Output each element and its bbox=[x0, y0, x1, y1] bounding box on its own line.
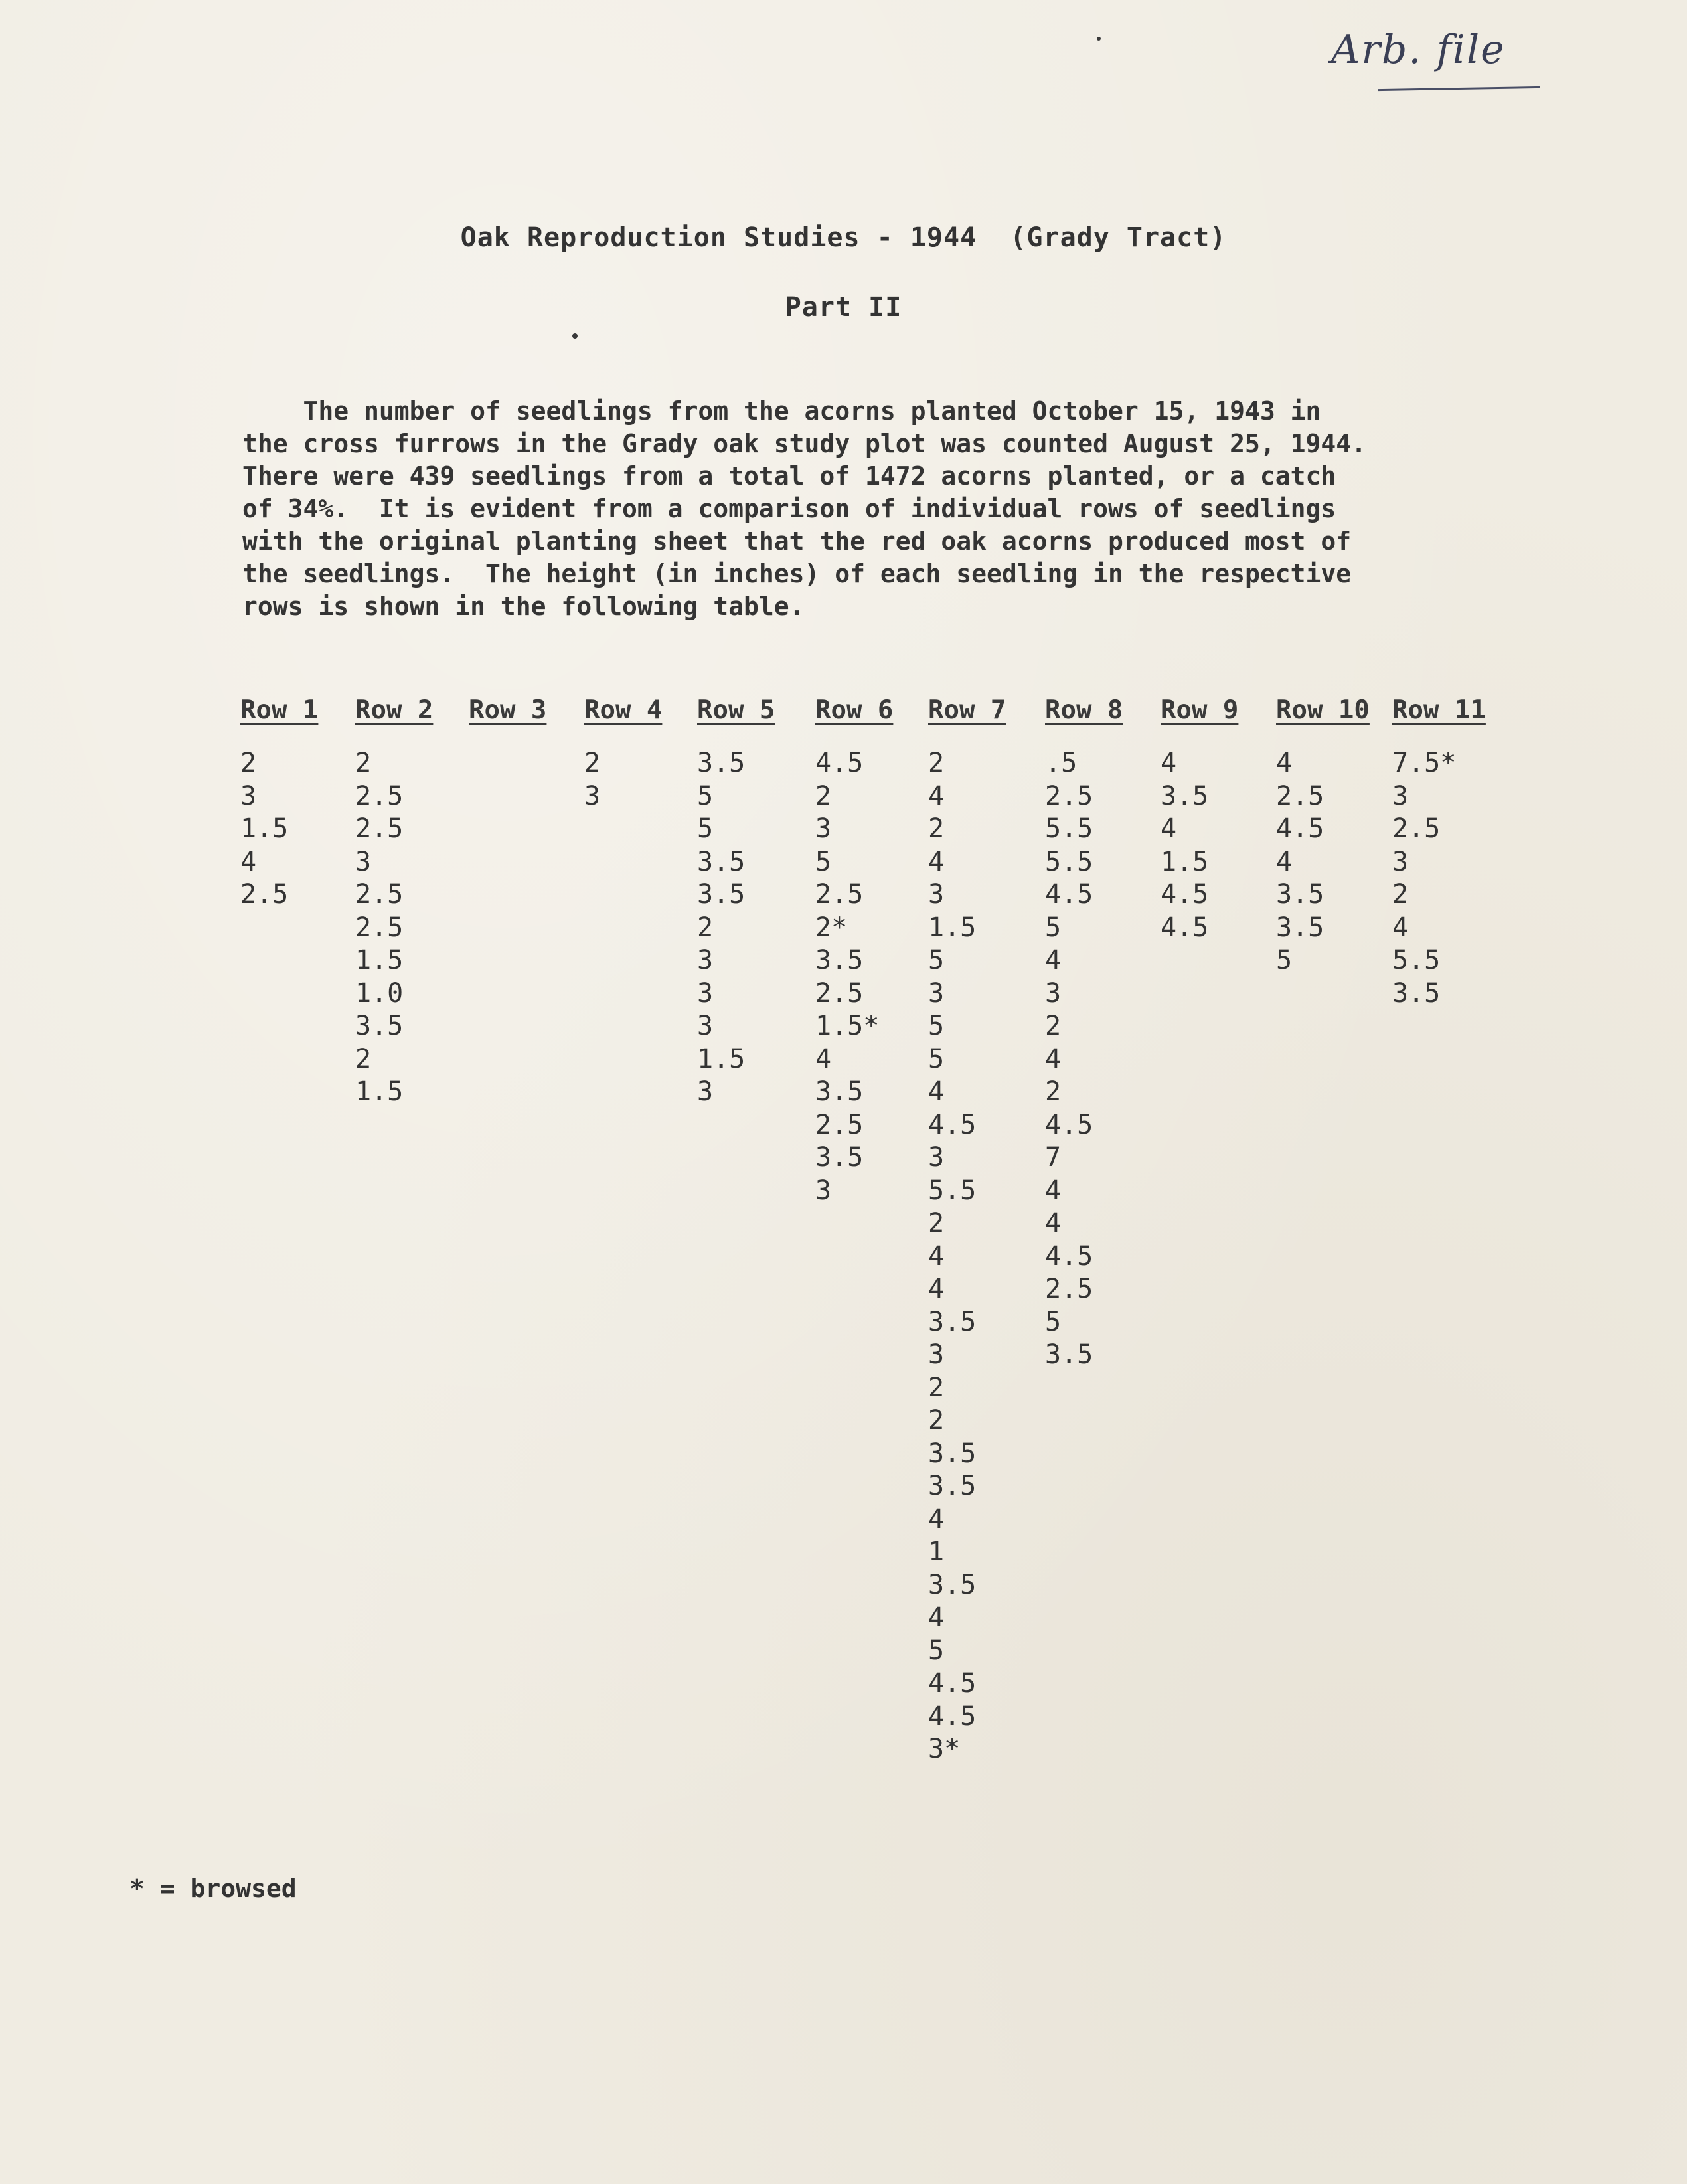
height-cell: 4 bbox=[1045, 1175, 1062, 1206]
height-cell: 3 bbox=[928, 977, 945, 1009]
height-cell: 2 bbox=[355, 748, 372, 778]
height-cell: 3.5 bbox=[928, 1569, 977, 1600]
height-cell: 2.5 bbox=[1045, 780, 1093, 811]
table-column-row-3 bbox=[469, 691, 546, 747]
height-cell: 4.5 bbox=[1045, 879, 1093, 910]
height-cell: 2 bbox=[584, 748, 601, 778]
height-cell: 5 bbox=[928, 1043, 945, 1074]
height-cell: 5 bbox=[815, 846, 832, 877]
ink-speck bbox=[1097, 37, 1101, 41]
height-cell: 4 bbox=[1161, 813, 1177, 844]
height-cell: 2 bbox=[355, 1043, 372, 1074]
height-cell: 2.5 bbox=[815, 1109, 864, 1140]
height-cell: 3 bbox=[697, 977, 714, 1009]
height-cell: 4.5 bbox=[1161, 879, 1209, 910]
height-cell: 4.5 bbox=[1045, 1109, 1093, 1140]
height-cell: 4.5 bbox=[1276, 813, 1325, 844]
height-cell: 4 bbox=[815, 1043, 832, 1074]
table-column-row-7 bbox=[928, 691, 1006, 1766]
height-cell: 4.5 bbox=[1161, 912, 1209, 943]
height-cell: 5.5 bbox=[1045, 813, 1093, 844]
height-cell: 4.5 bbox=[928, 1701, 977, 1732]
height-cell: 5 bbox=[928, 1011, 945, 1041]
height-cell: 3.5 bbox=[697, 879, 746, 910]
height-cell: 4 bbox=[1276, 748, 1293, 778]
height-cell: 3 bbox=[928, 1339, 945, 1370]
height-cell: 2 bbox=[928, 748, 945, 778]
height-cell: 4.5 bbox=[1045, 1240, 1093, 1272]
paragraph-line: of 34%. It is evident from a comparison of individual rows of seedlings bbox=[242, 494, 1336, 523]
height-cell: 4 bbox=[928, 1076, 945, 1107]
height-cell: 3 bbox=[584, 780, 601, 811]
handwritten-file-note: Arb. file bbox=[1331, 27, 1506, 73]
column-header: Row 8 bbox=[1045, 695, 1123, 725]
table-column-row-10 bbox=[1276, 691, 1370, 977]
column-header: Row 6 bbox=[815, 695, 894, 725]
height-cell: 2 bbox=[1045, 1076, 1062, 1107]
height-cell: 3.5 bbox=[1161, 780, 1209, 811]
height-cell: 2.5 bbox=[355, 780, 404, 811]
height-cell: 2 bbox=[1392, 879, 1409, 910]
height-cell: 5 bbox=[928, 945, 945, 975]
height-cell: 2.5 bbox=[355, 813, 404, 844]
height-cell: 2.5 bbox=[815, 879, 864, 910]
height-cell: 4 bbox=[1161, 748, 1177, 778]
height-cell: 3 bbox=[928, 1142, 945, 1173]
height-cell: 4 bbox=[928, 1274, 945, 1304]
height-cell: 2.5 bbox=[355, 912, 404, 943]
column-header: Row 5 bbox=[697, 695, 775, 725]
height-cell: 3 bbox=[697, 945, 714, 975]
height-cell: 4 bbox=[928, 780, 945, 811]
column-header: Row 3 bbox=[469, 695, 547, 725]
height-cell: 3 bbox=[815, 813, 832, 844]
height-cell: 4 bbox=[240, 846, 257, 877]
height-cell: 7 bbox=[1045, 1142, 1062, 1173]
column-header: Row 10 bbox=[1276, 695, 1370, 725]
height-cell: 3.5 bbox=[815, 1076, 864, 1107]
height-cell: 5 bbox=[1045, 1306, 1062, 1337]
column-header: Row 1 bbox=[240, 695, 319, 725]
height-cell: 4.5 bbox=[928, 1668, 977, 1699]
height-cell: 3* bbox=[928, 1734, 961, 1764]
height-cell: 5 bbox=[697, 780, 714, 811]
height-cell: 2 bbox=[1045, 1011, 1062, 1041]
table-column-row-1 bbox=[240, 691, 318, 912]
height-cell: 3 bbox=[240, 780, 257, 811]
height-cell: 3.5 bbox=[697, 846, 746, 877]
height-cell: 1.0 bbox=[355, 977, 404, 1009]
height-cell: 3.5 bbox=[355, 1011, 404, 1041]
height-cell: 5.5 bbox=[1392, 945, 1441, 975]
height-cell: 3 bbox=[928, 879, 945, 910]
paragraph-line: rows is shown in the following table. bbox=[242, 592, 805, 621]
table-column-row-8 bbox=[1045, 691, 1123, 1372]
height-cell: 5.5 bbox=[1045, 846, 1093, 877]
height-cell: 1.5 bbox=[697, 1043, 746, 1074]
table-column-row-2 bbox=[355, 691, 433, 1109]
height-cell: 2.5 bbox=[355, 879, 404, 910]
height-cell: 4 bbox=[928, 1503, 945, 1535]
column-header: Row 2 bbox=[355, 695, 434, 725]
height-cell: 5 bbox=[1045, 912, 1062, 943]
table-column-row-11 bbox=[1392, 691, 1486, 1010]
height-cell: 3 bbox=[1392, 846, 1409, 877]
table-column-row-5 bbox=[697, 691, 775, 1109]
column-header: Row 9 bbox=[1161, 695, 1239, 725]
height-cell: 4 bbox=[1392, 912, 1409, 943]
column-header: Row 11 bbox=[1392, 695, 1486, 725]
height-cell: 3 bbox=[1392, 780, 1409, 811]
height-cell: 3 bbox=[697, 1076, 714, 1107]
height-cell: 5 bbox=[697, 813, 714, 844]
height-cell: 3.5 bbox=[815, 1142, 864, 1173]
height-cell: 3.5 bbox=[1392, 977, 1441, 1009]
height-cell: 4 bbox=[928, 1240, 945, 1272]
height-cell: 1.5* bbox=[815, 1011, 880, 1041]
height-cell: 3 bbox=[815, 1175, 832, 1206]
height-cell: 7.5* bbox=[1392, 748, 1457, 778]
table-column-row-9 bbox=[1161, 691, 1238, 944]
height-cell: 3.5 bbox=[928, 1471, 977, 1501]
table-column-row-6 bbox=[815, 691, 893, 1207]
height-cell: 1.5 bbox=[240, 813, 289, 844]
paragraph-line: with the original planting sheet that the red oak acorns produced most of bbox=[242, 527, 1352, 556]
height-cell: 4 bbox=[1045, 945, 1062, 975]
height-cell: 2* bbox=[815, 912, 848, 943]
height-cell: 3.5 bbox=[697, 748, 746, 778]
height-cell: 2 bbox=[240, 748, 257, 778]
height-cell: 3.5 bbox=[1045, 1339, 1093, 1370]
height-cell: 2 bbox=[697, 912, 714, 943]
height-cell: 5 bbox=[1276, 945, 1293, 975]
height-cell: 1.5 bbox=[1161, 846, 1209, 877]
paragraph-line: The number of seedlings from the acorns planted October 15, 1943 in bbox=[242, 396, 1321, 426]
footnote: * = browsed bbox=[129, 1874, 297, 1903]
height-cell: 3.5 bbox=[928, 1438, 977, 1469]
paragraph-line: the seedlings. The height (in inches) of each seedling in the respective bbox=[242, 559, 1352, 588]
handwritten-underline bbox=[1378, 86, 1540, 91]
column-header: Row 4 bbox=[584, 695, 663, 725]
height-cell: 2.5 bbox=[1276, 780, 1325, 811]
column-header: Row 7 bbox=[928, 695, 1006, 725]
height-cell: 3.5 bbox=[1276, 912, 1325, 943]
height-cell: 2.5 bbox=[1045, 1274, 1093, 1304]
paragraph-line: There were 439 seedlings from a total of 1472 acorns planted, or a catch bbox=[242, 462, 1336, 491]
height-cell: 4 bbox=[1045, 1043, 1062, 1074]
height-cell: 3.5 bbox=[928, 1306, 977, 1337]
document-title: Oak Reproduction Studies - 1944 (Grady Tract) bbox=[460, 222, 1227, 253]
paragraph-line: the cross furrows in the Grady oak study plot was counted August 25, 1944. bbox=[242, 429, 1366, 458]
height-cell: 4 bbox=[928, 846, 945, 877]
height-cell: 1 bbox=[928, 1537, 945, 1567]
height-cell: 4.5 bbox=[928, 1109, 977, 1140]
height-cell: 3 bbox=[1045, 977, 1062, 1009]
height-cell: 4 bbox=[1045, 1208, 1062, 1238]
height-cell: 2 bbox=[815, 780, 832, 811]
height-cell: 5 bbox=[928, 1635, 945, 1666]
ink-speck bbox=[572, 333, 578, 339]
height-cell: 5.5 bbox=[928, 1175, 977, 1206]
height-cell: 3.5 bbox=[1276, 879, 1325, 910]
table-column-row-4 bbox=[584, 691, 662, 813]
height-cell: 2 bbox=[928, 1405, 945, 1436]
height-cell: 2 bbox=[928, 1372, 945, 1403]
height-cell: 3 bbox=[697, 1011, 714, 1041]
height-cell: 4 bbox=[928, 1602, 945, 1633]
height-cell: 2 bbox=[928, 813, 945, 844]
height-cell: 2.5 bbox=[1392, 813, 1441, 844]
height-cell: 1.5 bbox=[355, 945, 404, 975]
height-cell: 1.5 bbox=[355, 1076, 404, 1107]
height-cell: 2.5 bbox=[240, 879, 289, 910]
height-cell: 4.5 bbox=[815, 748, 864, 778]
height-cell: 1.5 bbox=[928, 912, 977, 943]
height-cell: 4 bbox=[1276, 846, 1293, 877]
document-subtitle: Part II bbox=[785, 292, 902, 323]
height-cell: 2 bbox=[928, 1208, 945, 1238]
height-cell: .5 bbox=[1045, 748, 1078, 778]
height-cell: 3 bbox=[355, 846, 372, 877]
height-cell: 2.5 bbox=[815, 977, 864, 1009]
intro-paragraph bbox=[242, 395, 1490, 623]
height-cell: 3.5 bbox=[815, 945, 864, 975]
